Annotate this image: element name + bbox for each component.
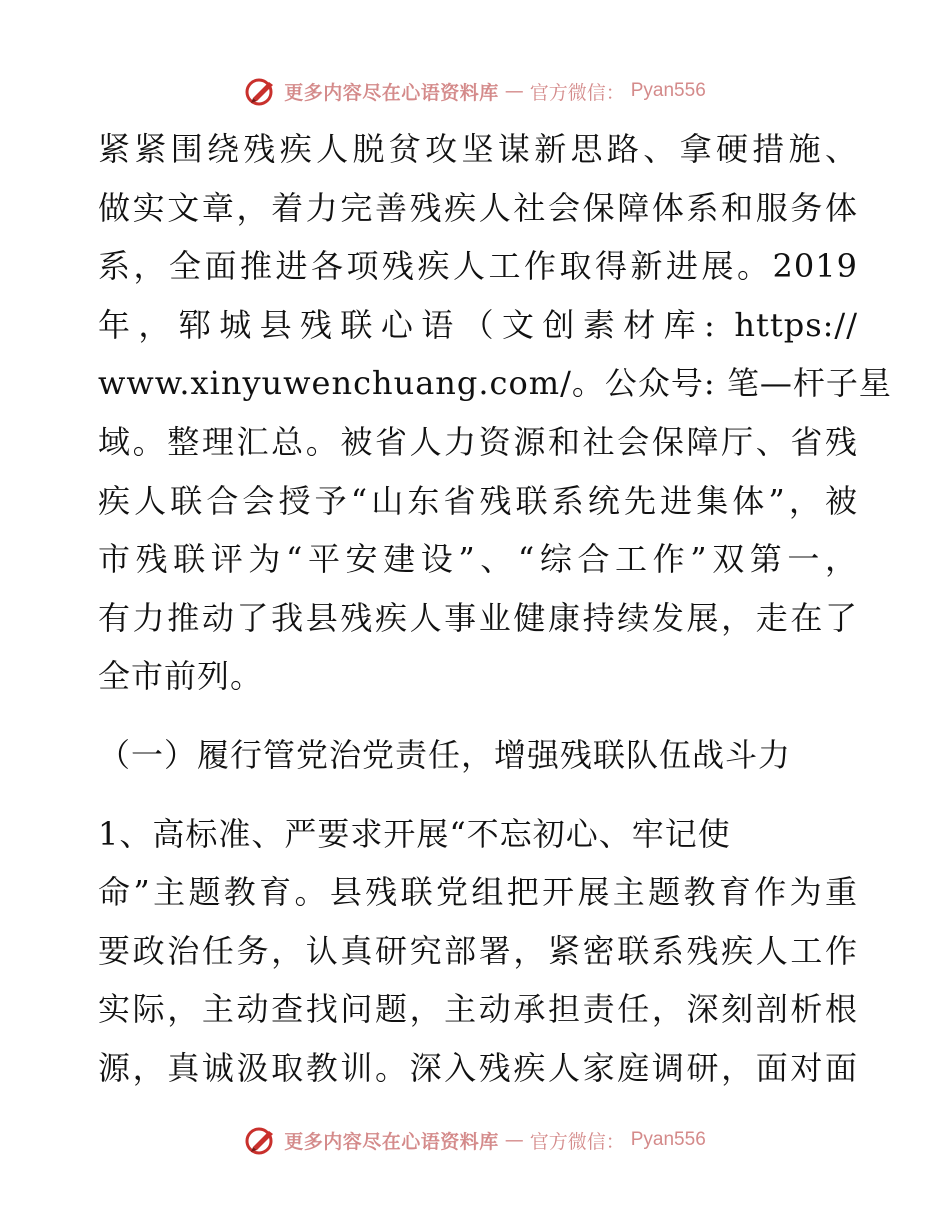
text-line: 1、高标准、严要求开展“不忘初心、牢记使 [98,814,731,853]
paragraph-section-1 [98,805,858,1098]
watermark-brand: 更多内容尽在心语资料库 [284,81,499,104]
footer-watermark [0,1123,950,1157]
text-line: www.xinyuwenchuang.com/。公众号: 笔—杆子星 [98,364,892,403]
spacer [98,706,858,726]
text-line: 疾人联合会授予“山东省残联系统先进集体”，被 [98,481,858,520]
text-line: 实际，主动查找问题，主动承担责任，深刻剖析根 [98,990,858,1029]
text-line: 有力推动了我县残疾人事业健康持续发展，走在了 [98,598,858,637]
watermark-contact-label: 官方微信： [529,1130,625,1153]
watermark-brand: 更多内容尽在心语资料库 [284,1130,499,1153]
text-line: 紧紧围绕残疾人脱贫攻坚谋新思路、拿硬措施、 [98,130,858,168]
header-watermark [0,74,950,108]
paragraph-intro [98,120,892,706]
watermark-contact-id: Pyan556 [630,1129,706,1150]
watermark-contact-id: Pyan556 [630,80,706,101]
watermark-contact-label: 官方微信： [529,81,625,104]
text-line: 系，全面推进各项残疾人工作取得新进展。2019 [98,247,858,286]
text-line: 域。整理汇总。被省人力资源和社会保障厅、省残 [98,422,858,461]
text-line: 年，郓城县残联心语（文创素材库: https:// [98,305,858,344]
watermark-dash: — [504,1129,524,1151]
section-heading: （一）履行管党治党责任，增强残联队伍战斗力 [98,735,792,774]
text-line: 做实文章，着力完善残疾人社会保障体系和服务体 [98,188,858,227]
text-line: 市残联评为“平安建设”、“综合工作”双第一， [98,540,858,579]
pen-logo-icon [244,76,278,106]
watermark-dash: — [504,80,524,102]
text-line: 命”主题教育。县残联党组把开展主题教育作为重 [98,873,858,912]
document-body [98,120,892,1098]
text-line: 源，真诚汲取教训。深入残疾人家庭调研，面对面 [98,1048,858,1087]
pen-logo-icon [244,1125,278,1155]
spacer [98,785,858,805]
text-line: 要政治任务，认真研究部署，紧密联系残疾人工作 [98,931,858,970]
text-line: 全市前列。 [98,657,264,696]
